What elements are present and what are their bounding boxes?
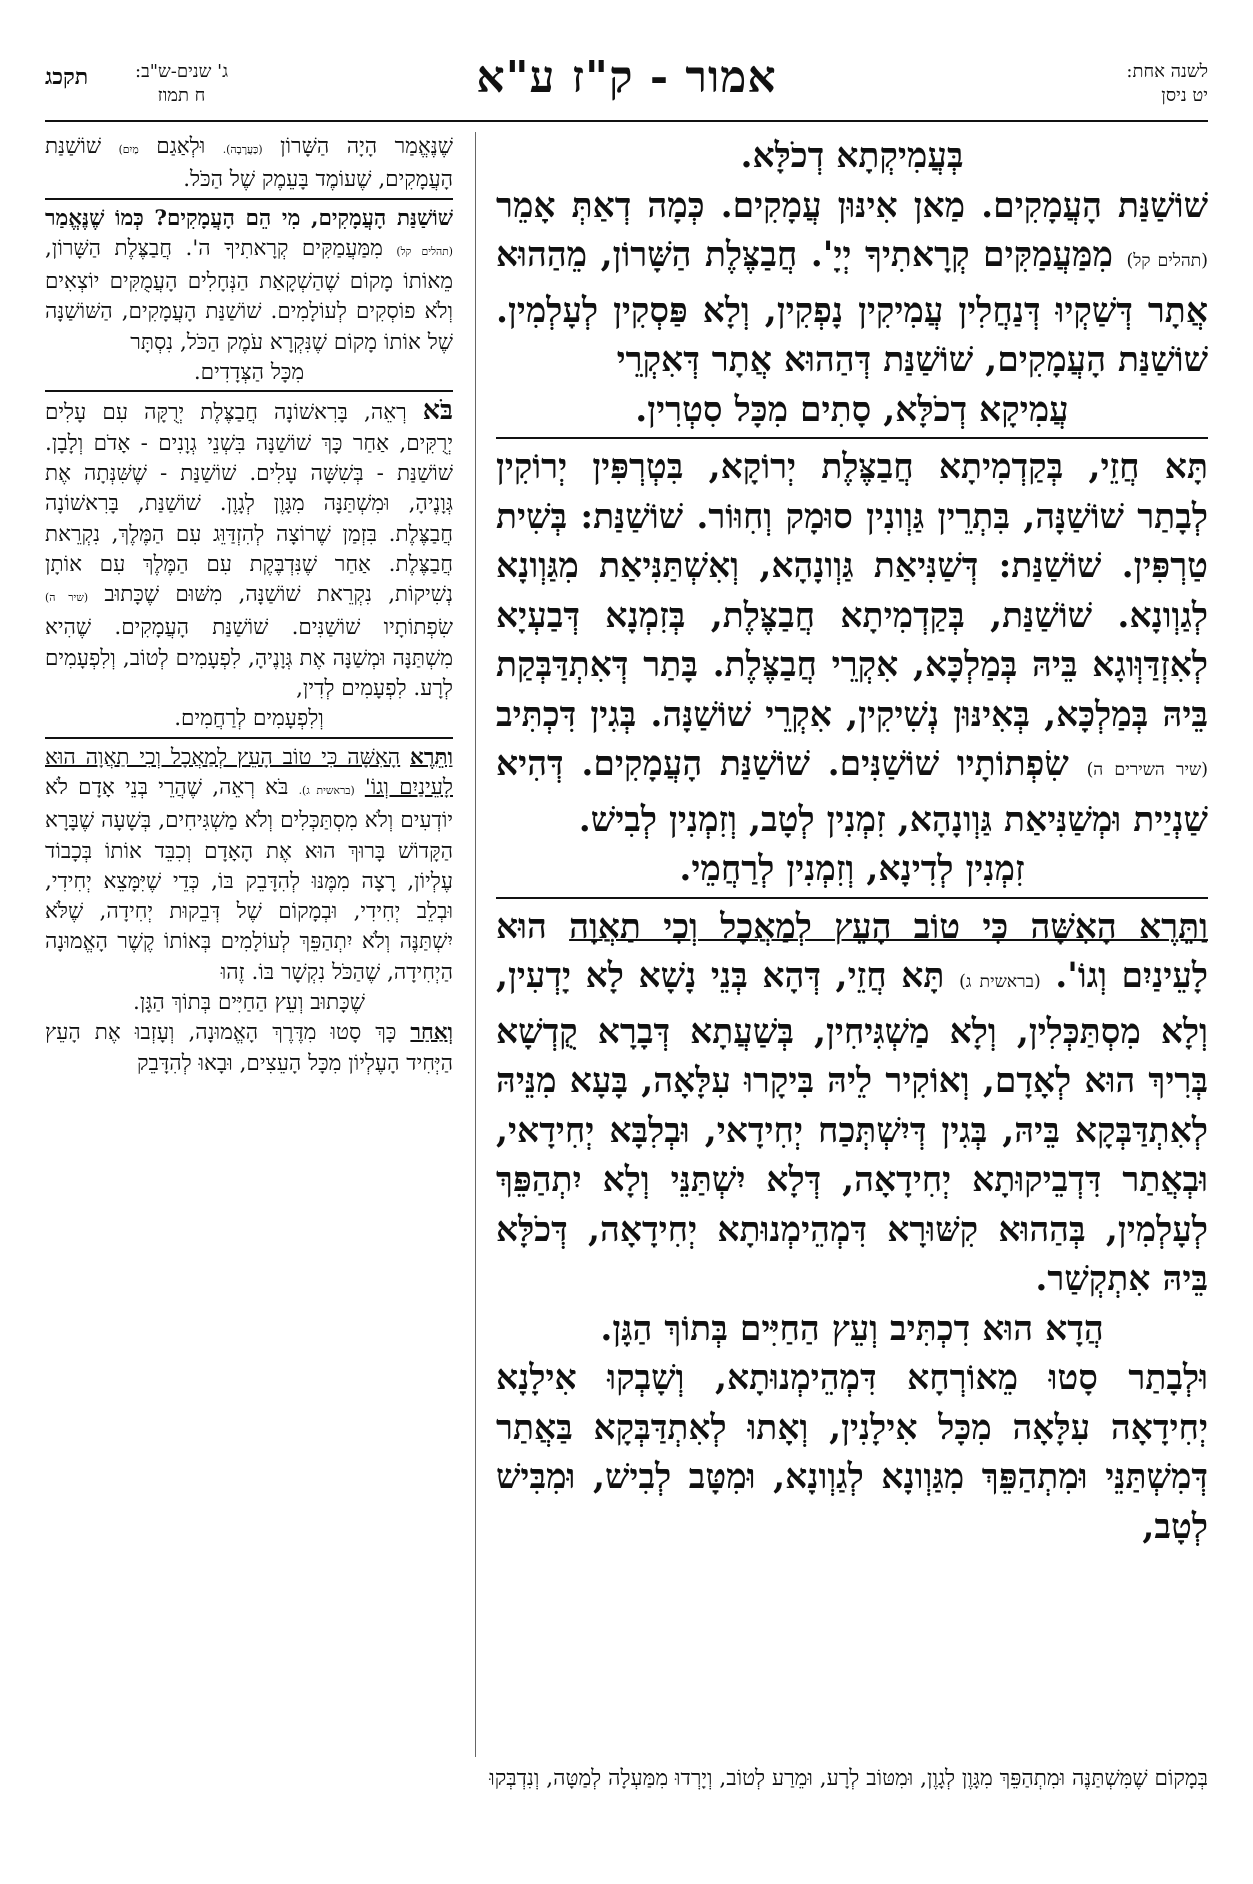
side-citation: (שיר ה) xyxy=(45,591,89,605)
main-paragraph-3: תָּא חֲזֵי, בְּקַדְמִיתָא חֲבַצֶּלֶת יְרוֹקָא, בִּטְרְפִּין יְרוֹקִין לְבָתַר שׁוֹשַׁנָּה, בִּתְרֵין גַּוְונִין סוּמָק וְחִוּוֹר. שׁוֹשַׁנַּת: בְּשִׁית טַרְפִּין. שׁוֹשַׁנַּת: דְּשַׁנִּיאַת גַּוְונָהָא, וְאִשְׁתַּנִּיאַת מִגַּוְונָא לְגַוְונָא. שׁוֹשַׁנַּת, בְּקַדְמִיתָא חֲבַצֶּלֶת, בְּזִמְנָא דְּבַעְיָא לְאִזְדַּוְּוגָא בֵּיהּ בְּמַלְכָּא, אִקְרֵי חֲבַצֶּלֶת. בָּתַר דְּאִתְדַּבְּקַת בֵּיהּ בְּמַלְכָּא, בְּאִינּוּן נְשִׁיקִין, אִקְרֵי שׁוֹשַׁנָּה. בְּגִין דִּכְתִּיב (שיר השירים ה) שִׂפְתוֹתָיו שׁוֹשַׁנִּים. שׁוֹשַׁנַּת הָעֲמָקִים. דְּהִיא שַׁנְיַית וּמְשַׁנִּיאַת גַּוְונָהָא, זִמְנִין לְטָב, וְזִמְנִין לְבִישׁ. xyxy=(496,447,1208,840)
header-left-line2: ח תמוז xyxy=(157,85,206,106)
main-citation: (תהלים קל) xyxy=(1126,251,1208,271)
side-paragraph-4-end: שֶׁכָּתוּב וְעֵץ הַחַיִּים בְּתוֹךְ הַגָּן. xyxy=(132,990,365,1016)
side-paragraph-2-end: מִכָּל הַצְּדָדִים. xyxy=(193,360,305,386)
main-separator xyxy=(496,437,1208,439)
side-paragraph-4: וַתֵּרֶא הָאִשָּׁה כִּי טוֹב הָעֵץ לְמַאֲכָל וְכִי תַאֲוָה הוּא לָעֵינַיִם וְגוֹ' (בראשית ג). בֹּא רְאֵה, שֶׁהֲרֵי בְּנֵי אָדָם לֹא יוֹדְעִים וְלֹא מִסְתַּכְּלִים וְלֹא מַשְׁגִּיחִים, בְּשָׁעָה שֶׁבָּרָא הַקָּדוֹשׁ בָּרוּךְ הוּא אֶת הָאָדָם וְכִבֵּד אוֹתוֹ בְּכָבוֹד עֶלְיוֹן, רָצָה מִמֶּנּוּ לְהִדָּבֵק בּוֹ, כְּדֵי שֶׁיִּמָּצֵא יְחִידִי, וּבְלֵב יְחִידִי, וּבְמָקוֹם שֶׁל דְּבֵקוּת יְחִידָה, שֶׁלֹּא יִשְׁתַּנֶּה וְלֹא יִתְהַפֵּךְ לְעוֹלָמִים בְּאוֹתוֹ קֶשֶׁר הָאֱמוּנָה הַיְחִידָה, שֶׁהַכֹּל נִקְשָׁר בּוֹ. זֶהוּ xyxy=(45,744,453,985)
header-right-line2: יט ניסן xyxy=(1161,85,1208,106)
side-paragraph-3-end: וְלִפְעָמִים לְרַחֲמִים. xyxy=(174,706,324,732)
side-separator xyxy=(45,390,453,392)
side-paragraph-1: שֶׁנֶּאֱמַר הָיָה הַשָּׁרוֹן (כַּעֲרָבָה). וּלְאַגַם מַיִם) שׁוֹשַׁנַּת הָעֲמָקִים, שֶׁעוֹמֶד בָּעֵמֶק שֶׁל הַכֹּל. xyxy=(45,134,453,193)
main-paragraph-5: הֲדָא הוּא דִכְתִּיב וְעֵץ הַחַיִּים בְּתוֹךְ הַגָּן. xyxy=(600,1308,1104,1349)
side-citation: (תהלים קל) xyxy=(396,244,453,258)
header-rule xyxy=(45,120,1208,122)
main-separator xyxy=(496,897,1208,899)
page-number: תקכג xyxy=(45,64,89,90)
side-paragraph-3: בֹּא רְאֵה, בָּרִאשׁוֹנָה חֲבַצֶּלֶת יְרֻקָּה עִם עָלִים יְרֻקִּים, אַחַר כָּךְ שׁוֹשַׁנָּה בִּשְׁנֵי גְוָנִים - אָדֹם וְלָבָן. שׁוֹשַׁנַּת - בְּשִׁשָּׁה עָלִים. שׁוֹשַׁנַּת - שֶׁשִּׁנְּתָה אֶת גְּוָנֶיהָ, וּמִשְׁתַּנָּה מִגָּוֶן לְגָוֶן. שׁוֹשַׁנַּת, בָּרִאשׁוֹנָה חֲבַצֶּלֶת. בִּזְמַן שֶׁרוֹצָה לְהִזְדַּוֵּג עִם הַמֶּלֶךְ, נִקְרֵאת חֲבַצֶּלֶת. אַחַר שֶׁנִּדְבֶּקֶת עִם הַמֶּלֶךְ עִם אוֹתָן נְשִׁיקוֹת, נִקְרֵאת שׁוֹשַׁנָּה, מִשּׁוּם שֶׁכָּתוּב (שיר ה) שִׂפְתוֹתָיו שׁוֹשַׁנִּים. שׁוֹשַׁנַּת הָעֲמָקִים. שֶׁהִיא מִשְׁתַּנָּה וּמְשַׁנָּה אֶת גְּוָנֶיהָ, לִפְעָמִים לְטוֹב, וְלִפְעָמִים לְרָע. לִפְעָמִים לְדִין, xyxy=(45,395,453,702)
page-title: אמור - ק"ז ע"א xyxy=(476,52,777,103)
main-paragraph-1: בְּעֲמִיקְתָא דְכֹלָּא. xyxy=(740,136,964,176)
header-right-line1: לשנה אחת: xyxy=(1126,61,1208,82)
main-paragraph-3-end: זִמְנִין לְדִינָא, וְזִמְנִין לְרַחֲמֵי. xyxy=(679,849,1025,889)
main-citation: (בראשית ג) xyxy=(959,972,1041,992)
side-paragraph-2: שׁוֹשַׁנַּת הָעֲמָקִים, מִי הֵם הָעֲמָקִים? כְּמוֹ שֶׁנֶּאֱמַר (תהלים קל) מִמַּעֲמַקִּים קְרָאתִיךָ ה'. חֲבַצֶּלֶת הַשָּׁרוֹן, מֵאוֹתוֹ מָקוֹם שֶׁהַשְׁקָאַת הַנְּחָלִים הָעֲמֻקִּים יוֹצְאִים וְלֹא פוֹסְקִים לְעוֹלָמִים. שׁוֹשַׁנַּת הָעֲמָקִים, הַשּׁוֹשַׁנָּה שֶׁל אוֹתוֹ מָקוֹם שֶׁנִּקְרָא עֹמֶק הַכֹּל, נִסְתָּר xyxy=(45,205,453,355)
page-header xyxy=(45,52,1208,120)
main-paragraph-2-end: עֲמִיקָא דְכֹלָּא, סָתִים מִכָּל סִטְרִין. xyxy=(635,389,1069,430)
side-citation: (כַּעֲרָבָה). xyxy=(222,143,263,156)
side-citation: מַיִם) xyxy=(118,143,139,156)
main-citation: (שיר השירים ה) xyxy=(1086,760,1208,780)
side-separator xyxy=(45,198,453,200)
page-footer-text: בְּמָקוֹם שֶׁמִּשְׁתַּנֶּה וּמִתְהַפֵּךְ מִגָּוֶן לְגָוֶן, וּמִטּוֹב לְרָע, וּמֵרַע לְטוֹב, וְיָרְדוּ מִמַּעְלָה לְמַטָּה, וְנִדְבְּקוּ xyxy=(489,1766,1208,1791)
main-paragraph-4: וַתֵּרֶא הָאִשָּׁה כִּי טוֹב הָעֵץ לְמַאֲכָל וְכִי תַאֲוָה הוּא לָעֵינַיִם וְגוֹ'. (בראשית ג) תָּא חֲזֵי, דְּהָא בְּנֵי נָשָׁא לָא יָדְעִין, וְלָא מִסְתַּכְּלִין, וְלָא מַשְׁגִּיחִין, בְּשַׁעֲתָא דְּבָרָא קֻדְשָׁא בְּרִיךְ הוּא לְאָדָם, וְאוֹקִיר לֵיהּ בִּיקָרוּ עִלָּאָה, בָּעָא מִנֵּיהּ לְאִתְדַּבְּקָא בֵּיהּ, בְּגִין דְּיִשְׁתְּכַח יְחִידָאי, וּבְלִבָּא יְחִידָאי, וּבְאֲתַר דִּדְבֵיקוּתָא יְחִידָאָה, דְּלָא יִשְׁתַּנֵּי וְלָא יִתְהַפֵּךְ לְעָלְמִין, בְּהַהוּא קִשּׁוּרָא דִּמְהֵימְנוּתָא יְחִידָאָה, דְּכֹלָּא בֵּיהּ אִתְקְשַׁר. xyxy=(496,906,1208,1299)
translation-column xyxy=(45,132,453,1757)
side-citation: (בראשית ג). xyxy=(298,783,355,797)
column-divider xyxy=(475,132,476,1757)
main-text-column xyxy=(496,132,1208,1757)
header-schedule-three-years xyxy=(135,60,228,108)
main-paragraph-6: וּלְבָתַר סָטוּ מֵאוֹרְחָא דִּמְהֵימְנוּתָא, וְשָׁבְקוּ אִילָנָא יְחִידָאָה עִלָּאָה מִכָּל אִילָנִין, וְאָתוּ לְאִתְדַּבְּקָא בַּאֲתַר דְּמִשְׁתַּנֵּי וּמִתְהַפֵּךְ מִגַּוְונָא לְגַוְונָא, וּמִטָּב לְבִישׁ, וּמִבִּישׁ לְטָב, xyxy=(496,1358,1208,1547)
side-separator xyxy=(45,737,453,739)
main-paragraph-2: שׁוֹשַׁנַּת הָעֲמָקִים. מַאן אִינּוּן עֲמָקִים. כְּמָה דְאַתְּ אָמֵר (תהלים קל) מִמַּעֲמַקִּים קְרָאתִיךָ יְיָ'. חֲבַצֶּלֶת הַשָּׁרוֹן, מֵהַהוּא אֲתָר דְּשַׁקְיוּ דְּנַחֲלִין עֲמִיקִין נָפְקִין, וְלָא פַּסְקִין לְעָלְמִין. שׁוֹשַׁנַּת הָעֲמָקִים, שׁוֹשַׁנַּת דְּהַהוּא אֲתָר דְּאִקְרֵי xyxy=(496,185,1208,380)
header-left-line1: ג' שנים-ש"ב: xyxy=(135,61,229,82)
side-paragraph-5: וְאַחַר כָּךְ סָטוּ מִדֶּרֶךְ הָאֱמוּנָה, וְעָזְבוּ אֶת הָעֵץ הַיְּחִיד הָעֶלְיוֹן מִכָּל הָעֵצִים, וּבָאוּ לְהִדָּבֵק xyxy=(45,1020,453,1076)
